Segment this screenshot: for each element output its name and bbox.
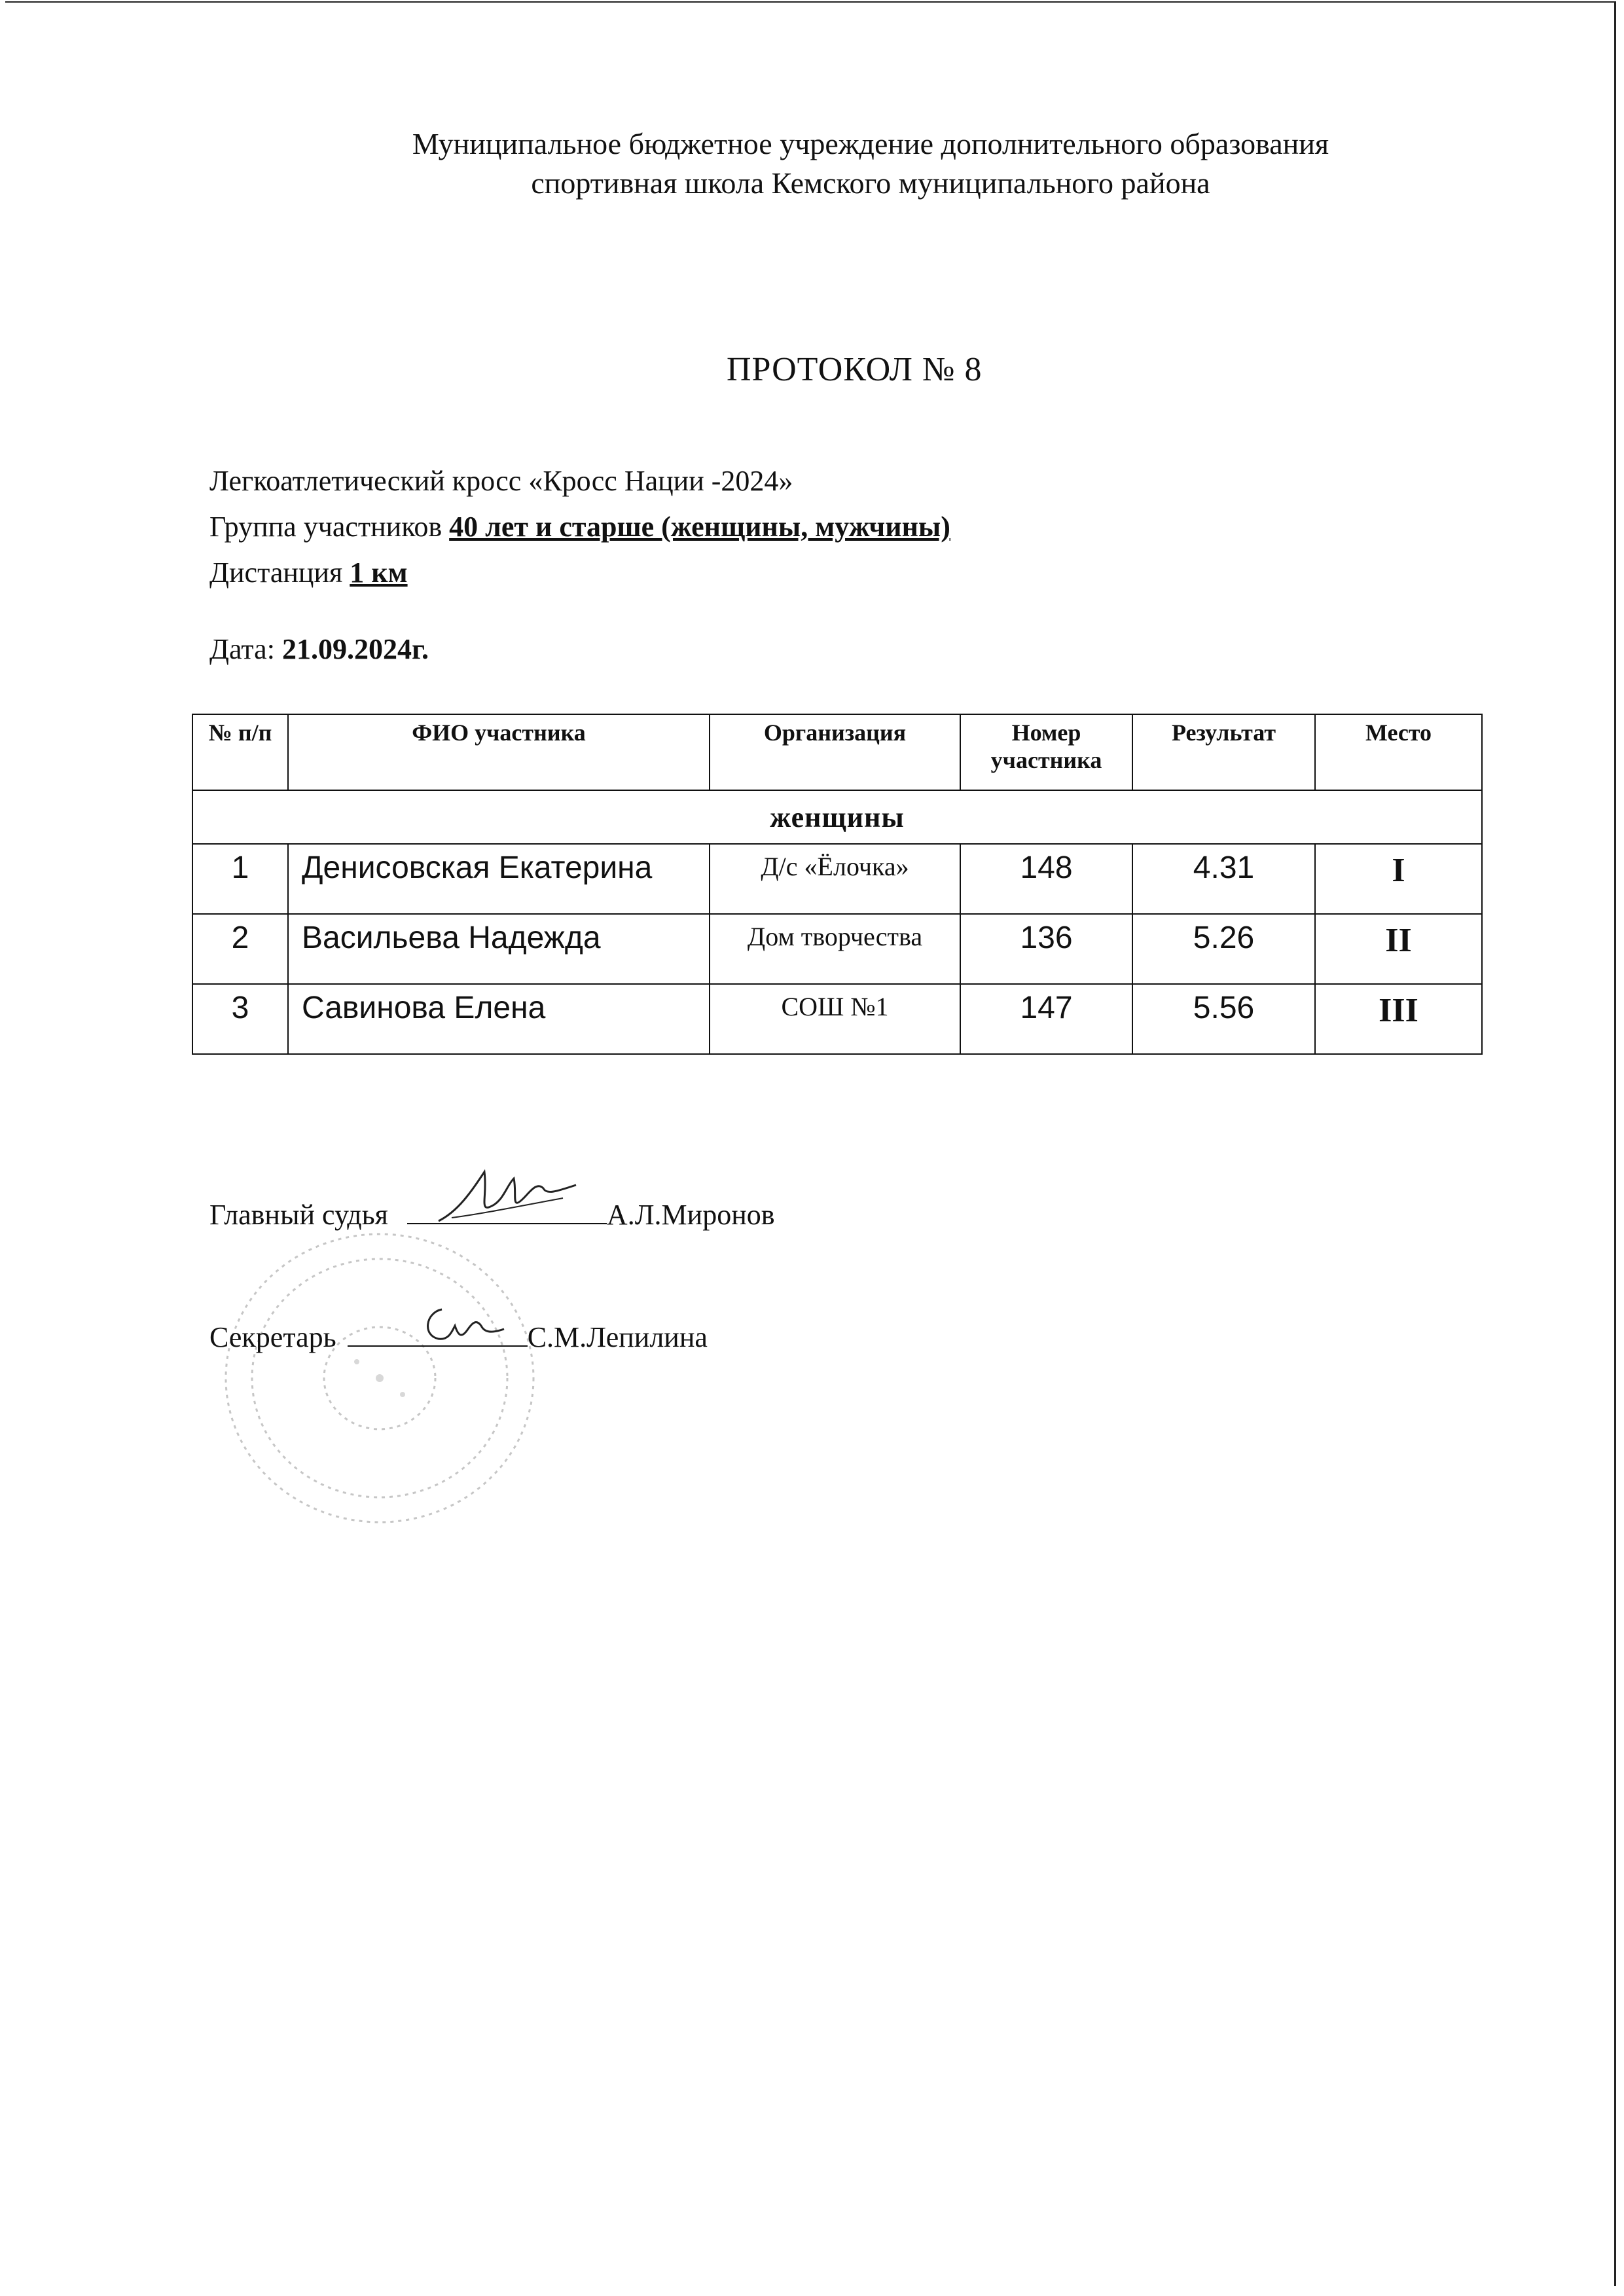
date-value: 21.09.2024г.	[281, 633, 429, 665]
cell-num: 3	[192, 984, 288, 1054]
cell-org: Дом творчества	[710, 914, 960, 984]
cell-result: 5.56	[1132, 984, 1315, 1054]
distance-value: 1 км	[350, 556, 408, 589]
cell-name: Савинова Елена	[288, 984, 710, 1054]
results-table	[192, 714, 1483, 1055]
group-title: женщины	[192, 790, 1482, 844]
cell-name: Денисовская Екатерина	[288, 844, 710, 914]
cell-place: I	[1315, 844, 1482, 914]
header-place: Место	[1315, 714, 1482, 790]
protocol-title: ПРОТОКОЛ № 8	[727, 351, 983, 388]
header-line-1: Муниципальное бюджетное учреждение дополнительного образования	[412, 127, 1329, 160]
date-label: Дата:	[209, 633, 275, 665]
cell-num: 2	[192, 914, 288, 984]
stamp-icon	[216, 1224, 543, 1532]
cell-org: СОШ №1	[710, 984, 960, 1054]
secretary-label: Секретарь	[209, 1321, 336, 1353]
judge-label: Главный судья	[209, 1199, 388, 1231]
header-org: Организация	[710, 714, 960, 790]
secretary-signature-icon	[412, 1300, 511, 1352]
table-row	[192, 984, 1482, 1054]
event-date	[209, 632, 429, 667]
cell-place: II	[1315, 914, 1482, 984]
cell-bib: 148	[960, 844, 1132, 914]
cell-bib: 147	[960, 984, 1132, 1054]
cell-name: Васильева Надежда	[288, 914, 710, 984]
cell-org: Д/с «Ёлочка»	[710, 844, 960, 914]
header-line-2: спортивная школа Кемского муниципального района	[531, 166, 1210, 200]
header-num: № п/п	[192, 714, 288, 790]
table-row	[192, 844, 1482, 914]
cell-place: III	[1315, 984, 1482, 1054]
participant-group	[209, 509, 950, 545]
table-header-row	[192, 714, 1482, 790]
header-name: ФИО участника	[288, 714, 710, 790]
cell-bib: 136	[960, 914, 1132, 984]
group-row	[192, 790, 1482, 844]
cell-result: 5.26	[1132, 914, 1315, 984]
judge-signature-icon	[432, 1159, 583, 1231]
page-edge-right	[1614, 1, 1616, 2286]
group-label: Группа участников	[209, 511, 442, 543]
distance	[209, 555, 408, 591]
header-bib: Номер участника	[960, 714, 1132, 790]
judge-name: А.Л.Миронов	[606, 1199, 775, 1231]
organization-header	[0, 124, 1624, 203]
cell-result: 4.31	[1132, 844, 1315, 914]
page-edge-top	[5, 1, 1615, 3]
header-result: Результат	[1132, 714, 1315, 790]
table-row	[192, 914, 1482, 984]
event-name: Легкоатлетический кросс «Кросс Нации -2024»	[209, 465, 793, 497]
distance-label: Дистанция	[209, 556, 343, 589]
secretary-name: С.М.Лепилина	[527, 1321, 708, 1353]
cell-num: 1	[192, 844, 288, 914]
group-value: 40 лет и старше (женщины, мужчины)	[449, 511, 950, 543]
